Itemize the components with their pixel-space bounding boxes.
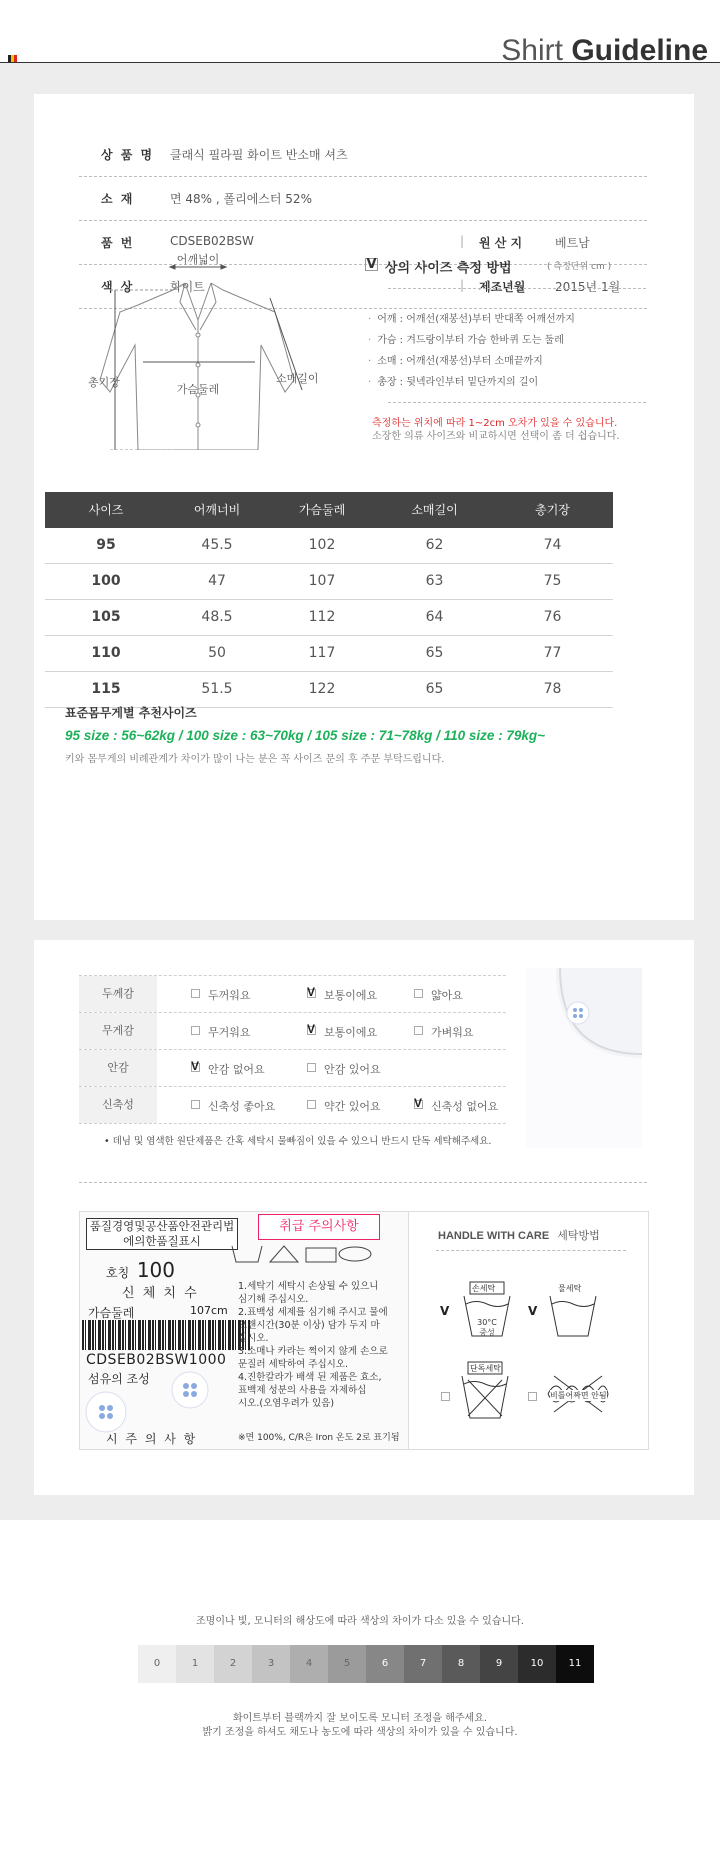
measure-title: 상의 사이즈 측정 방법 — [385, 261, 512, 276]
measure-list — [368, 309, 618, 393]
label-code: CDSEB02BSW1000 — [86, 1352, 227, 1368]
shirt-measure-diagram — [80, 250, 320, 450]
check-icon — [414, 1100, 423, 1109]
gray-swatch: 2 — [214, 1645, 252, 1683]
measure-note — [372, 417, 620, 443]
title-light: Shirt — [501, 34, 563, 67]
measure-unit: ( 측정단위 cm ) — [547, 262, 612, 272]
title-bold: Guideline — [571, 34, 708, 67]
flag-icon — [8, 55, 17, 62]
info-row-code: 품 번 CDSEB02BSW | 원 산 지 베트남 — [79, 220, 647, 265]
barcode — [82, 1320, 250, 1350]
measure-header — [365, 257, 615, 287]
button-icon — [80, 1362, 240, 1447]
gray-swatch: 8 — [442, 1645, 480, 1683]
attr-row-thickness: 두께감 두꺼워요 V 보통이에요 얇아요 — [79, 975, 506, 1013]
check-icon — [191, 1063, 200, 1072]
col-header: 가슴둘레 — [298, 503, 346, 517]
attr-label: 두께감 — [79, 976, 157, 1012]
measure-item: · 어깨 : 어깨선(재봉선)부터 반대쪽 어깨선까지 — [368, 309, 618, 330]
gray-swatch: 9 — [480, 1645, 518, 1683]
gray-swatch: 10 — [518, 1645, 556, 1683]
separate-wash-label: 단독세탁 — [470, 1364, 501, 1373]
col-header: 어깨너비 — [193, 503, 241, 517]
check-icon: V — [440, 1304, 450, 1318]
care-box: 품질경영및공산품안전관리법에의한품질표시 취급 주의사항 호칭 100 신 체 치 수 가슴둘레 107cm CDSEB02BSW1000 섬유의 조성 시 주 의 사 항 1.세탁기 세탁시 손상될 수 있으니 심기해 주십시오. 2.표백성 세제를 심기해 주시고 물에 오랜시간(30분 이상) 담가 두지 마 십시오. 3.소매나 카라는 쩍이지 않게 손으로 문질러 세탁하여 주십시오. 4.진한칼라가 배색 된 제품은 효소, 표백제 성분의 사용을 자제하십 시오.(오염우려가 있음) ※면 100%, C/R은 Iron 온도 2로 표기됨 HANDLE WITH CARE 세탁방법 V 손세탁 30°C 중성 V 물세탁 단독세탁 비틀어짜면 안됨 — [79, 1211, 649, 1450]
info-label-date: 제조년월 — [479, 280, 526, 294]
check-icon: V — [366, 257, 377, 272]
size-table — [45, 492, 613, 708]
attr-row-weight: 무게감 무거워요 V 보통이에요 가벼워요 — [79, 1013, 506, 1050]
table-row: 105 48.5 112 64 76 — [45, 600, 613, 636]
info-label: 색 상 — [101, 280, 135, 294]
care-symbols-row — [230, 1242, 405, 1266]
attr-row-lining: 안감 V 안감 없어요 안감 있어요 — [79, 1050, 506, 1087]
info-label: 품 번 — [101, 236, 135, 250]
no-wring-label: 비틀어짜면 안됨 — [550, 1391, 607, 1400]
recommend-sizes: 95 size : 56~62kg / 100 size : 63~70kg / 105 size : 71~78kg / 110 size : 79kg~ — [65, 728, 546, 743]
info-row-material — [79, 176, 647, 221]
page-title — [501, 34, 708, 68]
divider — [388, 288, 646, 290]
info-label: 소 재 — [101, 192, 135, 206]
gray-swatch: 6 — [366, 1645, 404, 1683]
check-icon: V — [528, 1304, 538, 1318]
attr-label: 안감 — [79, 1050, 157, 1086]
info-value-date: 2015년 1월 — [555, 280, 621, 294]
care-subtitle: 세탁방법 — [557, 1230, 600, 1242]
info-value: CDSEB02BSW — [170, 234, 254, 248]
divider — [436, 1250, 626, 1252]
diagram-length-label: 총기장 — [88, 376, 120, 389]
gray-swatch: 3 — [252, 1645, 290, 1683]
measure-item: · 소매 : 어깨선(재봉선)부터 소매끝까지 — [368, 351, 618, 372]
divider — [79, 1182, 647, 1184]
diagram-shoulder-label: 어깨넓이 — [176, 253, 220, 266]
measure-note-tip: 소장한 의류 사이즈와 비교하시면 선택이 좀 더 쉽습니다. — [372, 431, 620, 442]
info-value-origin: 베트남 — [555, 236, 590, 250]
fabric-detail-photo — [526, 968, 642, 1148]
machine-wash-label: 물세탁 — [558, 1284, 582, 1293]
gray-swatch: 0 — [138, 1645, 176, 1683]
recommend-note: 키와 몸무게의 비례관계가 차이가 많이 나는 분은 꼭 사이즈 문의 후 주문 부탁드립니다. — [65, 754, 445, 765]
recommend-title: 표준몸무게별 추천사이즈 — [65, 706, 197, 720]
care-title: HANDLE WITH CARE 세탁방법 — [438, 1230, 600, 1242]
measure-item: · 총장 : 뒷넥라인부터 밑단까지의 길이 — [368, 372, 618, 393]
info-row-name — [79, 132, 647, 177]
wash-warning-note: • 데님 및 염색한 원단제품은 간혹 세탁시 물빠짐이 있을 수 있으니 반드시 단독 세탁해주세요. — [104, 1136, 492, 1147]
check-icon — [307, 989, 316, 998]
attr-label: 무게감 — [79, 1013, 157, 1049]
label-quality-title: 품질경영및공산품안전관리법에의한품질표시 — [86, 1218, 238, 1250]
monitor-bottom-note: 화이트부터 블랙까지 잘 보이도록 모니터 조정을 해주세요. 밝기 조정을 하셔도 채도나 농도에 따라 색상의 차이가 있을 수 있습니다. — [202, 1713, 518, 1738]
gray-swatch: 5 — [328, 1645, 366, 1683]
care-label-photo: 품질경영및공산품안전관리법에의한품질표시 취급 주의사항 호칭 100 신 체 치 수 가슴둘레 107cm CDSEB02BSW1000 섬유의 조성 시 주 의 사 항 1.세탁기 세탁시 손상될 수 있으니 심기해 주십시오. 2.표백성 세제를 심기해 주시고 물에 오랜시간(30분 이상) 담가 두지 마 십시오. 3.소매나 카라는 쩍이지 않게 손으로 문질러 세탁하여 주십시오. 4.진한칼라가 배색 된 제품은 효소, 표백제 성분의 사용을 자제하십 시오.(오염우려가 있음) ※면 100%, C/R은 Iron 온도 2로 표기됨 — [80, 1212, 409, 1449]
table-row: 110 50 117 65 77 — [45, 636, 613, 672]
measure-item: · 가슴 : 겨드랑이부터 가슴 한바퀴 도는 둘레 — [368, 330, 618, 351]
label-caution-title: 취급 주의사항 — [258, 1214, 380, 1240]
col-header: 소매길이 — [411, 503, 458, 517]
check-icon — [307, 1026, 316, 1035]
table-row: 100 47 107 63 75 — [45, 564, 613, 600]
info-value: 클래식 필라필 화이트 반소매 셔츠 — [170, 148, 348, 162]
gray-swatch: 7 — [404, 1645, 442, 1683]
info-row-color: 색 상 화이트 | 제조년월 2015년 1월 — [79, 264, 647, 309]
label-body-size: 신 체 치 수 — [122, 1286, 199, 1301]
info-label-origin: 원 산 지 — [479, 236, 523, 250]
col-header: 사이즈 — [88, 503, 124, 517]
hand-wash-label: 손세탁 — [472, 1284, 496, 1293]
info-value: 면 48% , 폴리에스터 52% — [170, 192, 312, 206]
table-row: 95 45.5 102 62 74 — [45, 528, 613, 564]
label-footer: ※면 100%, C/R은 Iron 온도 2로 표기됨 — [238, 1433, 400, 1443]
diagram-sleeve-label: 소매길이 — [276, 372, 319, 385]
monitor-top-note: 조명이나 빛, 모니터의 해상도에 따라 색상의 차이가 다소 있을 수 있습니다. — [196, 1616, 524, 1627]
fabric-care-panel — [34, 940, 694, 1495]
info-value: 화이트 — [170, 280, 205, 294]
size-table-header — [45, 492, 613, 528]
gray-swatch: 4 — [290, 1645, 328, 1683]
checkbox-empty — [528, 1392, 537, 1401]
fabric-attributes — [79, 975, 506, 1124]
monitor-section — [0, 1520, 720, 1863]
info-label: 상 품 명 — [101, 148, 155, 162]
gray-swatch: 1 — [176, 1645, 214, 1683]
table-row: 115 51.5 122 65 78 — [45, 672, 613, 708]
gray-swatch: 11 — [556, 1645, 594, 1683]
measure-note-warning: 측정하는 위치에 따라 1~2cm 오차가 있을 수 있습니다. — [372, 418, 618, 429]
checkbox-empty — [441, 1392, 450, 1401]
attr-row-stretch: 신축성 신축성 좋아요 약간 있어요 V 신축성 없어요 — [79, 1087, 506, 1124]
divider — [388, 402, 646, 404]
diagram-chest-label: 가슴둘레 — [176, 383, 220, 396]
attr-label: 신축성 — [79, 1087, 157, 1123]
col-header: 총기장 — [535, 503, 570, 517]
grayscale-bar — [138, 1645, 594, 1683]
